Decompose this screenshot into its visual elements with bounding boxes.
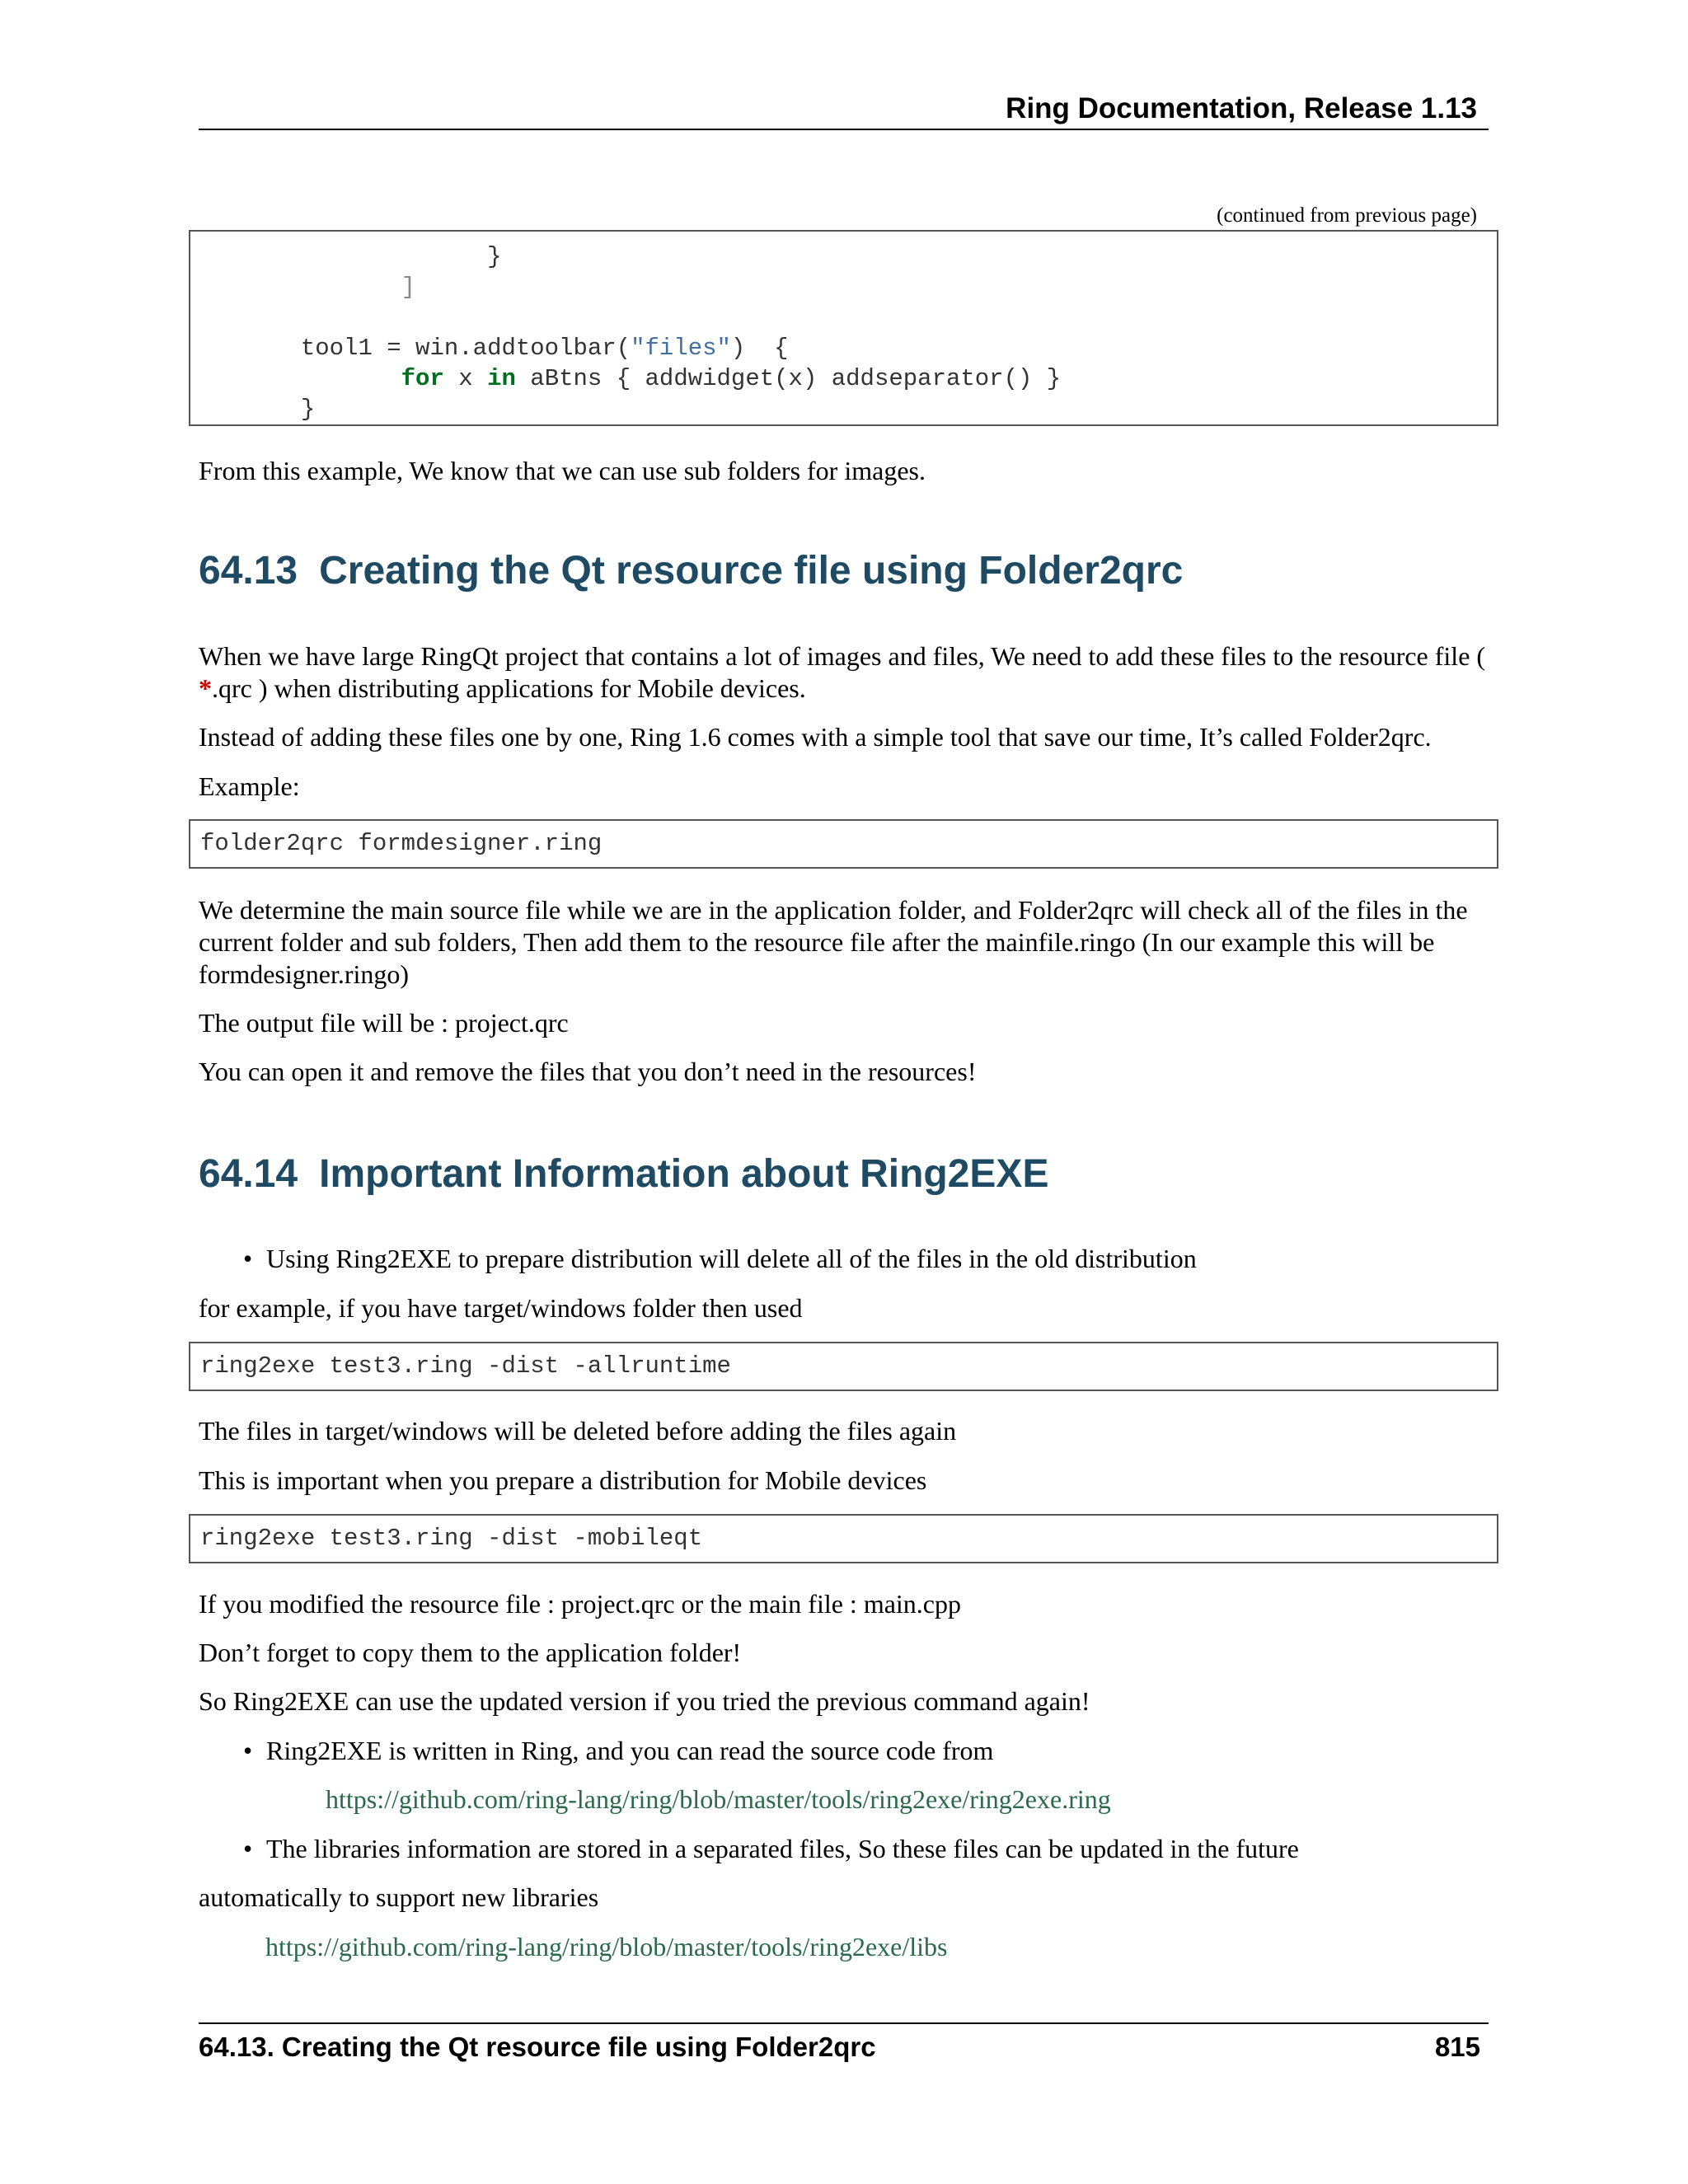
paragraph: automatically to support new libraries bbox=[199, 1882, 599, 1912]
code-block-mobileqt: ring2exe test3.ring -dist -mobileqt bbox=[189, 1514, 1498, 1563]
code-line: } bbox=[487, 243, 502, 270]
bullet-item: • Using Ring2EXE to prepare distribution will delete all of the files in the old distribution bbox=[243, 1244, 1197, 1273]
page-number: 815 bbox=[1434, 2032, 1480, 2062]
paragraph: You can open it and remove the files that you don’t need in the resources! bbox=[199, 1057, 977, 1086]
paragraph: Example: bbox=[199, 771, 300, 801]
code-line: for x in aBtns { addwidget(x) addseparator() } bbox=[401, 365, 1062, 392]
paragraph: When we have large RingQt project that contains a lot of images and files, We need to add these files to the resource file ( *.qrc ) when distributing applications for Mobile devices. bbox=[199, 641, 1486, 703]
paragraph: From this example, We know that we can use sub folders for images. bbox=[199, 456, 926, 485]
running-header: Ring Documentation, Release 1.13 bbox=[1006, 92, 1477, 124]
bullet-icon: • bbox=[243, 1244, 253, 1273]
bullet-item: • Ring2EXE is written in Ring, and you can read the source code from bbox=[243, 1736, 994, 1765]
code-line: } bbox=[300, 396, 316, 423]
paragraph: Don’t forget to copy them to the application folder! bbox=[199, 1638, 742, 1667]
paragraph: The files in target/windows will be deleted before adding the files again bbox=[199, 1416, 957, 1446]
paragraph: We determine the main source file while we are in the application folder, and Folder2qrc will check all of the files in the current folder and sub folders, Then add them to the resource file after the mainfile.ringo (In our example this will be formdesigner.ringo) bbox=[199, 895, 1468, 989]
paragraph: So Ring2EXE can use the updated version if you tried the previous command again! bbox=[199, 1686, 1090, 1716]
code-block-folder2qrc: folder2qrc formdesigner.ring bbox=[189, 819, 1498, 869]
header-rule bbox=[199, 129, 1489, 130]
footer-rule bbox=[199, 2022, 1489, 2024]
continued-note: (continued from previous page) bbox=[1217, 204, 1477, 227]
footer-section-title: 64.13. Creating the Qt resource file using Folder2qrc bbox=[199, 2032, 876, 2062]
bullet-item: • The libraries information are stored in a separated files, So these files can be updated in the future bbox=[243, 1834, 1299, 1863]
libs-link[interactable]: https://github.com/ring-lang/ring/blob/master/tools/ring2exe/libs bbox=[265, 1932, 948, 1961]
bullet-icon: • bbox=[243, 1834, 253, 1863]
code-block-toolbar bbox=[189, 230, 1498, 426]
source-code-link[interactable]: https://github.com/ring-lang/ring/blob/master/tools/ring2exe/ring2exe.ring bbox=[326, 1784, 1111, 1814]
code-block-allruntime: ring2exe test3.ring -dist -allruntime bbox=[189, 1342, 1498, 1391]
paragraph: for example, if you have target/windows folder then used bbox=[199, 1293, 803, 1323]
paragraph: If you modified the resource file : project.qrc or the main file : main.cpp bbox=[199, 1589, 961, 1619]
paragraph: The output file will be : project.qrc bbox=[199, 1008, 569, 1038]
section-heading-64-14: 64.14 Important Information about Ring2EXE bbox=[199, 1152, 1049, 1196]
code-line: ] bbox=[401, 274, 416, 301]
code-line: tool1 = win.addtoolbar("files") { bbox=[300, 335, 789, 362]
paragraph: This is important when you prepare a distribution for Mobile devices bbox=[199, 1465, 927, 1495]
bullet-icon: • bbox=[243, 1736, 253, 1765]
paragraph: Instead of adding these files one by one, Ring 1.6 comes with a simple tool that save our time, It’s called Folder2qrc. bbox=[199, 722, 1432, 752]
section-heading-64-13: 64.13 Creating the Qt resource file using Folder2qrc bbox=[199, 549, 1184, 593]
